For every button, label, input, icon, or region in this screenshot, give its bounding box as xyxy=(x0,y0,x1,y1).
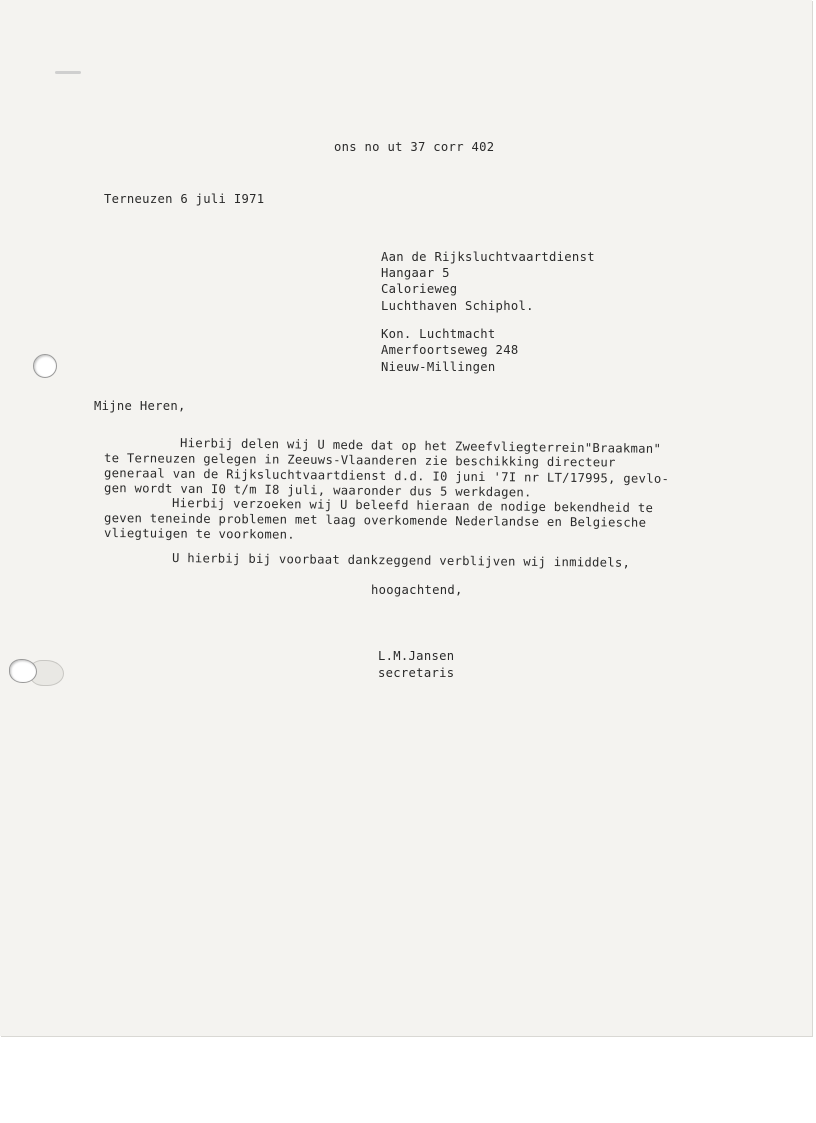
salutation: Mijne Heren, xyxy=(94,399,186,413)
signature-name: L.M.Jansen xyxy=(378,649,455,663)
recipient-1-line-2: Hangaar 5 xyxy=(381,266,450,280)
recipient-2-line-2: Amerfoortseweg 248 xyxy=(381,343,519,357)
punch-hole-lower xyxy=(9,659,37,683)
body-line-5: Hierbij verzoeken wij U beleefd hieraan de nodige bekendheid te xyxy=(171,496,654,516)
reference-line: ons no ut 37 corr 402 xyxy=(334,140,495,154)
recipient-2-line-3: Nieuw-Millingen xyxy=(381,360,496,374)
closing: hoogachtend, xyxy=(371,583,463,597)
recipient-2-line-1: Kon. Luchtmacht xyxy=(381,327,496,341)
place-date-line: Terneuzen 6 juli I971 xyxy=(104,192,265,206)
body-line-1: Hierbij delen wij U mede dat op het Zweefvliegterrein"Braakman" xyxy=(179,436,662,456)
punch-hole-upper xyxy=(33,354,57,378)
body-line-8: U hierbij bij voorbaat dankzeggend verblijven wij inmiddels, xyxy=(171,551,631,570)
ink-smudge xyxy=(55,71,81,74)
body-line-7: vliegtuigen te voorkomen. xyxy=(103,526,295,542)
recipient-1-line-4: Luchthaven Schiphol. xyxy=(381,299,534,313)
body-line-4: gen wordt van I0 t/m I8 juli, waaronder dus 5 werkdagen. xyxy=(103,481,532,500)
recipient-1-line-3: Calorieweg xyxy=(381,282,458,296)
body-line-2: te Terneuzen gelegen in Zeeuws-Vlaanderen zie beschikking directeur xyxy=(103,451,616,470)
body-line-3: generaal van de Rijksluchtvaartdienst d.d. I0 juni '7I nr LT/17995, gevlo- xyxy=(103,466,670,486)
recipient-1-line-1: Aan de Rijksluchtvaartdienst xyxy=(381,250,595,264)
signature-title: secretaris xyxy=(378,666,455,680)
body-line-6: geven teneinde problemen met laag overkomende Nederlandse en Belgiesche xyxy=(103,511,647,530)
